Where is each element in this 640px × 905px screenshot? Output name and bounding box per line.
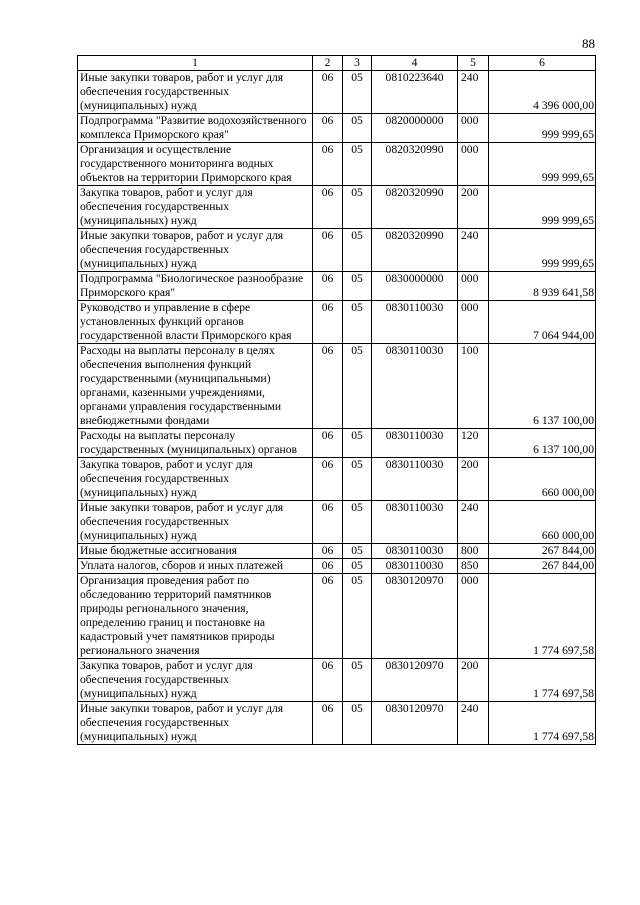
expense-type-code: 240 [458, 229, 489, 272]
target-article-code: 0830110030 [372, 458, 458, 501]
row-description: Иные закупки товаров, работ и услуг для обеспечения государственных (муниципальных) нужд [78, 229, 313, 272]
row-description: Организация и осуществление государственного мониторинга водных объектов на территории Приморского края [78, 143, 313, 186]
section-code: 06 [313, 659, 343, 702]
row-description: Закупка товаров, работ и услуг для обеспечения государственных (муниципальных) нужд [78, 186, 313, 229]
table-row [78, 574, 596, 659]
target-article-code: 0830120970 [372, 574, 458, 659]
subsection-code: 05 [343, 544, 372, 559]
subsection-code: 05 [343, 229, 372, 272]
expense-type-code: 120 [458, 429, 489, 458]
expense-type-code: 200 [458, 659, 489, 702]
subsection-code: 05 [343, 429, 372, 458]
amount-value: 8 939 641,58 [489, 272, 596, 301]
table-row [78, 272, 596, 301]
expense-type-code: 000 [458, 114, 489, 143]
subsection-code: 05 [343, 272, 372, 301]
table-row [78, 559, 596, 574]
section-code: 06 [313, 229, 343, 272]
table-row [78, 301, 596, 344]
subsection-code: 05 [343, 344, 372, 429]
table-row [78, 114, 596, 143]
header-row [78, 56, 596, 71]
section-code: 06 [313, 114, 343, 143]
section-code: 06 [313, 272, 343, 301]
expense-type-code: 240 [458, 71, 489, 114]
section-code: 06 [313, 143, 343, 186]
target-article-code: 0830120970 [372, 659, 458, 702]
amount-value: 999 999,65 [489, 114, 596, 143]
row-description: Закупка товаров, работ и услуг для обеспечения государственных (муниципальных) нужд [78, 659, 313, 702]
row-description: Уплата налогов, сборов и иных платежей [78, 559, 313, 574]
table-row [78, 186, 596, 229]
row-description: Закупка товаров, работ и услуг для обеспечения государственных (муниципальных) нужд [78, 458, 313, 501]
row-description: Расходы на выплаты персоналу государственных (муниципальных) органов [78, 429, 313, 458]
subsection-code: 05 [343, 702, 372, 745]
section-code: 06 [313, 702, 343, 745]
subsection-code: 05 [343, 71, 372, 114]
amount-value: 1 774 697,58 [489, 702, 596, 745]
row-description: Иные закупки товаров, работ и услуг для обеспечения государственных (муниципальных) нужд [78, 702, 313, 745]
subsection-code: 05 [343, 559, 372, 574]
target-article-code: 0830000000 [372, 272, 458, 301]
target-article-code: 0830110030 [372, 344, 458, 429]
amount-value: 1 774 697,58 [489, 574, 596, 659]
amount-value: 999 999,65 [489, 143, 596, 186]
row-description: Иные закупки товаров, работ и услуг для обеспечения государственных (муниципальных) нужд [78, 501, 313, 544]
table-row [78, 229, 596, 272]
table-row [78, 702, 596, 745]
amount-value: 1 774 697,58 [489, 659, 596, 702]
amount-value: 267 844,00 [489, 544, 596, 559]
target-article-code: 0830110030 [372, 501, 458, 544]
expense-type-code: 200 [458, 458, 489, 501]
column-header: 3 [343, 56, 372, 71]
column-header: 4 [372, 56, 458, 71]
expense-type-code: 000 [458, 272, 489, 301]
section-code: 06 [313, 429, 343, 458]
amount-value: 4 396 000,00 [489, 71, 596, 114]
column-header: 2 [313, 56, 343, 71]
table-row [78, 458, 596, 501]
page-number: 88 [582, 36, 595, 51]
amount-value: 660 000,00 [489, 501, 596, 544]
expense-type-code: 100 [458, 344, 489, 429]
amount-value: 6 137 100,00 [489, 344, 596, 429]
table-body [78, 56, 596, 745]
column-header: 6 [489, 56, 596, 71]
table-row [78, 501, 596, 544]
section-code: 06 [313, 71, 343, 114]
table-row [78, 544, 596, 559]
expense-type-code: 000 [458, 143, 489, 186]
section-code: 06 [313, 559, 343, 574]
row-description: Иные закупки товаров, работ и услуг для обеспечения государственных (муниципальных) нужд [78, 71, 313, 114]
target-article-code: 0830110030 [372, 429, 458, 458]
target-article-code: 0830120970 [372, 702, 458, 745]
target-article-code: 0820000000 [372, 114, 458, 143]
target-article-code: 0820320990 [372, 229, 458, 272]
subsection-code: 05 [343, 501, 372, 544]
subsection-code: 05 [343, 186, 372, 229]
section-code: 06 [313, 501, 343, 544]
subsection-code: 05 [343, 143, 372, 186]
row-description: Расходы на выплаты персоналу в целях обеспечения выполнения функций государственными (муниципальными) органами, казенными учреждениями, органами управления государственными внебюджетными фондами [78, 344, 313, 429]
amount-value: 6 137 100,00 [489, 429, 596, 458]
section-code: 06 [313, 574, 343, 659]
column-header: 5 [458, 56, 489, 71]
target-article-code: 0810223640 [372, 71, 458, 114]
subsection-code: 05 [343, 301, 372, 344]
target-article-code: 0830110030 [372, 544, 458, 559]
expense-type-code: 000 [458, 574, 489, 659]
target-article-code: 0820320990 [372, 186, 458, 229]
section-code: 06 [313, 544, 343, 559]
row-description: Организация проведения работ по обследованию территорий памятников природы регионального значения, определению границ и постановке на кадастровый учет памятников природы регионального значения [78, 574, 313, 659]
table-row [78, 344, 596, 429]
subsection-code: 05 [343, 659, 372, 702]
section-code: 06 [313, 301, 343, 344]
table-row [78, 429, 596, 458]
expense-type-code: 000 [458, 301, 489, 344]
row-description: Руководство и управление в сфере установленных функций органов государственной власти Приморского края [78, 301, 313, 344]
subsection-code: 05 [343, 114, 372, 143]
target-article-code: 0830110030 [372, 301, 458, 344]
budget-table [77, 55, 596, 745]
amount-value: 660 000,00 [489, 458, 596, 501]
table-row [78, 143, 596, 186]
subsection-code: 05 [343, 574, 372, 659]
section-code: 06 [313, 186, 343, 229]
amount-value: 267 844,00 [489, 559, 596, 574]
target-article-code: 0830110030 [372, 559, 458, 574]
expense-type-code: 800 [458, 544, 489, 559]
table-row [78, 71, 596, 114]
subsection-code: 05 [343, 458, 372, 501]
row-description: Иные бюджетные ассигнования [78, 544, 313, 559]
section-code: 06 [313, 458, 343, 501]
expense-type-code: 850 [458, 559, 489, 574]
amount-value: 999 999,65 [489, 229, 596, 272]
section-code: 06 [313, 344, 343, 429]
column-header: 1 [78, 56, 313, 71]
target-article-code: 0820320990 [372, 143, 458, 186]
table-row [78, 659, 596, 702]
row-description: Подпрограмма "Развитие водохозяйственного комплекса Приморского края" [78, 114, 313, 143]
expense-type-code: 240 [458, 702, 489, 745]
expense-type-code: 240 [458, 501, 489, 544]
expense-type-code: 200 [458, 186, 489, 229]
amount-value: 7 064 944,00 [489, 301, 596, 344]
row-description: Подпрограмма "Биологическое разнообразие Приморского края" [78, 272, 313, 301]
amount-value: 999 999,65 [489, 186, 596, 229]
